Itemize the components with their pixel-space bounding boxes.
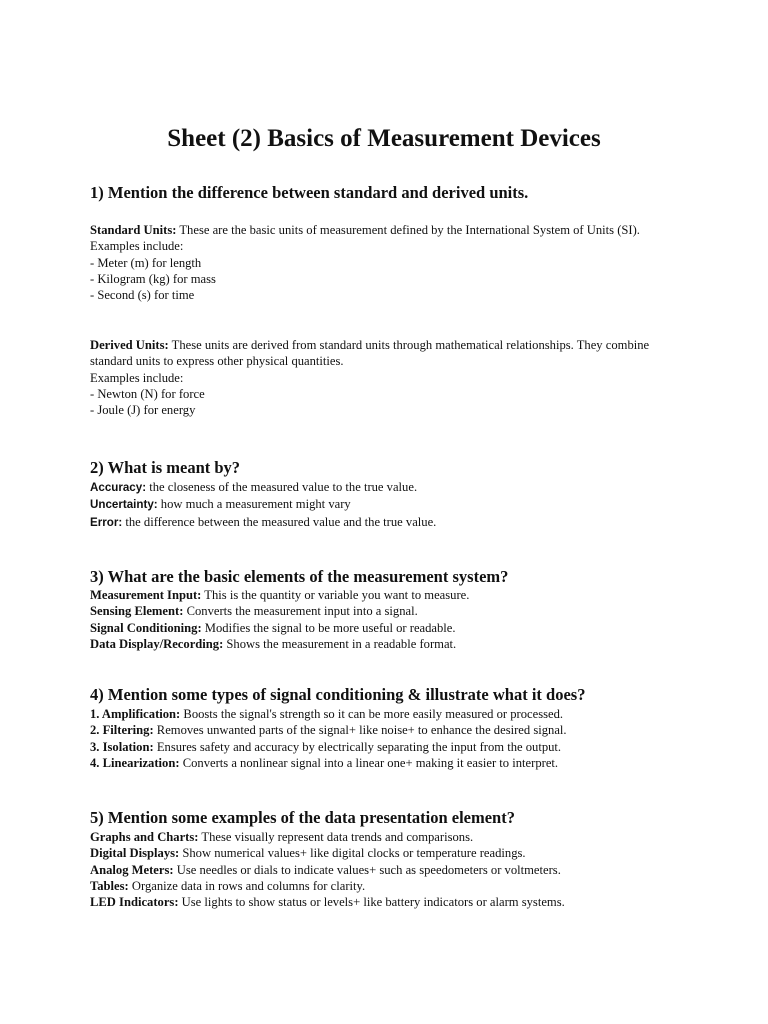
item-text: Modifies the signal to be more useful or readable. xyxy=(201,620,456,635)
item-text: Show numerical values+ like digital clocks or temperature readings. xyxy=(179,846,526,861)
accuracy-definition xyxy=(90,479,680,496)
error-text: the difference between the measured value and the true value. xyxy=(122,514,437,529)
standard-example-item: - Kilogram (kg) for mass xyxy=(90,271,216,286)
accuracy-term: Accuracy: xyxy=(90,481,147,494)
standard-examples-intro: Examples include: xyxy=(90,239,184,254)
item-term: Sensing Element: xyxy=(90,604,184,619)
derived-units-text: These units are derived from standard units through mathematical relationships. They combine standard units to express other physical quantities. xyxy=(90,338,650,369)
item-text: This is the quantity or variable you want to measure. xyxy=(201,588,470,602)
item-term: Graphs and Charts: xyxy=(90,830,199,844)
item-term: Analog Meters: xyxy=(90,862,174,877)
standard-units-definition xyxy=(90,222,680,238)
item-text: Use lights to show status or levels+ like battery indicators or alarm systems. xyxy=(178,895,565,910)
item-text: Shows the measurement in a readable format. xyxy=(223,636,457,651)
standard-units-text: These are the basic units of measurement defined by the International System of Units (SI). xyxy=(176,223,640,237)
list-item xyxy=(90,894,680,910)
item-text: Boosts the signal's strength so it can be more easily measured or processed. xyxy=(180,707,564,721)
error-definition xyxy=(90,514,680,531)
derived-units-definition xyxy=(90,337,680,370)
derived-units-block xyxy=(90,337,680,418)
uncertainty-definition xyxy=(90,496,680,513)
list-item xyxy=(90,862,680,878)
item-term: 4. Linearization: xyxy=(90,755,180,770)
list-item xyxy=(90,603,680,619)
uncertainty-term: Uncertainty: xyxy=(90,498,158,512)
derived-example-item: - Newton (N) for force xyxy=(90,386,205,401)
list-item xyxy=(90,722,680,738)
derived-examples-intro: Examples include: xyxy=(90,370,184,385)
item-text: These visually represent data trends and comparisons. xyxy=(198,830,474,844)
item-term: Tables: xyxy=(90,878,129,893)
item-term: LED Indicators: xyxy=(90,895,179,910)
derived-units-term: Derived Units: xyxy=(90,338,169,352)
question-3-answers xyxy=(90,587,680,652)
item-text: Use needles or dials to indicate values+ such as speedometers or voltmeters. xyxy=(173,862,561,877)
list-item xyxy=(90,878,680,894)
item-text: Converts the measurement input into a signal. xyxy=(183,604,418,619)
question-3-heading: 3) What are the basic elements of the measurement system? xyxy=(90,567,509,586)
list-item xyxy=(90,706,680,722)
standard-units-block xyxy=(90,222,680,303)
item-term: 3. Isolation: xyxy=(90,739,154,754)
question-4-answers xyxy=(90,706,680,771)
list-item xyxy=(90,755,680,771)
item-term: 1. Amplification: xyxy=(90,707,181,721)
question-2-heading: 2) What is meant by? xyxy=(90,458,241,477)
standard-example-item: - Second (s) for time xyxy=(90,288,195,303)
list-item xyxy=(90,739,680,755)
item-term: Digital Displays: xyxy=(90,846,180,861)
item-text: Ensures safety and accuracy by electrically separating the input from the output. xyxy=(153,739,562,754)
question-2-answers xyxy=(90,479,680,531)
item-text: Converts a nonlinear signal into a linear one+ making it easier to interpret. xyxy=(179,755,559,770)
question-1-heading: 1) Mention the difference between standard and derived units. xyxy=(90,183,529,202)
question-5-answers xyxy=(90,829,680,910)
accuracy-text: the closeness of the measured value to the true value. xyxy=(146,480,418,494)
item-term: 2. Filtering: xyxy=(90,723,154,738)
question-5-heading: 5) Mention some examples of the data presentation element? xyxy=(90,808,515,827)
page-title: Sheet (2) Basics of Measurement Devices xyxy=(167,125,601,152)
item-term: Data Display/Recording: xyxy=(90,636,224,651)
item-term: Measurement Input: xyxy=(90,588,202,602)
standard-example-item: - Meter (m) for length xyxy=(90,255,202,270)
error-term: Error: xyxy=(90,515,123,529)
list-item xyxy=(90,620,680,636)
standard-units-term: Standard Units: xyxy=(90,223,177,237)
list-item xyxy=(90,829,680,845)
list-item xyxy=(90,587,680,603)
item-text: Removes unwanted parts of the signal+ like noise+ to enhance the desired signal. xyxy=(153,723,567,738)
item-term: Signal Conditioning: xyxy=(90,620,202,635)
list-item xyxy=(90,845,680,861)
item-text: Organize data in rows and columns for clarity. xyxy=(128,878,366,893)
question-4-heading: 4) Mention some types of signal conditioning & illustrate what it does? xyxy=(90,685,586,704)
uncertainty-text: how much a measurement might vary xyxy=(157,497,351,512)
list-item xyxy=(90,636,680,652)
derived-example-item: - Joule (J) for energy xyxy=(90,403,196,418)
